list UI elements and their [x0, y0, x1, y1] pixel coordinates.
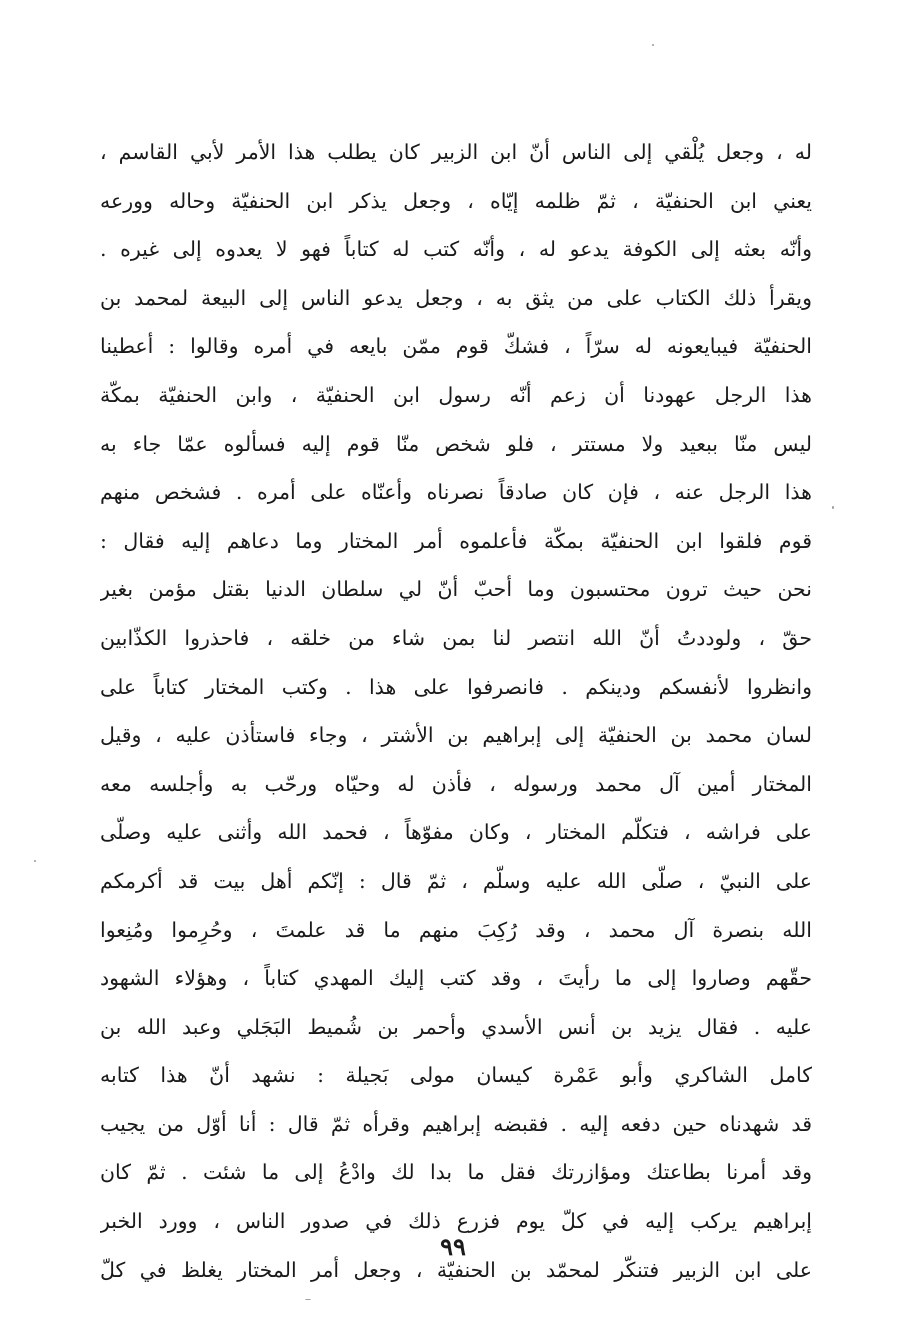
text-line: إبراهيم يركب إليه في كلّ يوم فزرع ذلك في صدور الناس ، وورد الخبر	[100, 1209, 812, 1234]
text-line: لسان محمد بن الحنفيّة إلى إبراهيم بن الأشتر ، وجاء فاستأذن عليه ، وقيل	[100, 723, 812, 748]
text-line: كامل الشاكري وأبو عَمْرة كيسان مولى بَجيلة : نشهد أنّ هذا كتابه	[100, 1063, 812, 1088]
text-line: قد شهدناه حين دفعه إليه . فقبضه إبراهيم وقرأه ثمّ قال : أنا أوّل من يجيب	[100, 1111, 812, 1136]
body-text	[100, 128, 812, 1294]
text-line: وأنّه بعثه إلى الكوفة يدعو له ، وأنّه كتب له كتاباً فهو لا يعدوه إلى غيره .	[100, 237, 812, 262]
text-line: ويقرأ ذلك الكتاب على من يثق به ، وجعل يدعو الناس إلى البيعة لمحمد بن	[100, 285, 812, 310]
text-line: ليس منّا ببعيد ولا مستتر ، فلو شخص منّا قوم إليه فسألوه عمّا جاء به	[100, 431, 812, 456]
text-line: حقّ ، ولوددتُ أنّ الله انتصر لنا بمن شاء من خلقه ، فاحذروا الكذّابين	[100, 625, 812, 650]
text-line: الحنفيّة فيبايعونه له سرّاً ، فشكّ قوم ممّن بايعه في أمره وقالوا : أعطينا	[100, 334, 812, 359]
text-line: حقّهم وصاروا إلى ما رأيتَ ، وقد كتب إليك المهدي كتاباً ، وهؤلاء الشهود	[100, 966, 812, 991]
text-line: على النبيّ ، صلّى الله عليه وسلّم ، ثمّ قال : إنّكم أهل بيت قد أكرمكم	[100, 868, 812, 893]
text-line: وقد أمرنا بطاعتك ومؤازرتك فقل ما بدا لك وادْعُ إلى ما شئت . ثمّ كان	[100, 1160, 812, 1185]
page-number: ٩٩	[440, 1232, 466, 1261]
text-line: الله بنصرة آل محمد ، وقد رُكِبَ منهم ما قد علمتَ ، وحُرِموا ومُنِعوا	[100, 917, 812, 942]
paper-speck	[652, 44, 654, 46]
text-line: هذا الرجل عنه ، فإن كان صادقاً نصرناه وأعنّاه على أمره . فشخص منهم	[100, 480, 812, 505]
text-line: هذا الرجل عهودنا أن زعم أنّه رسول ابن الحنفيّة ، وابن الحنفيّة بمكّة	[100, 382, 812, 407]
text-line: له ، وجعل يُلْقي إلى الناس أنّ ابن الزبير كان يطلب هذا الأمر لأبي القاسم ،	[100, 140, 812, 164]
text-line: يعني ابن الحنفيّة ، ثمّ ظلمه إيّاه ، وجعل يذكر ابن الحنفيّة وحاله وورعه	[100, 188, 812, 213]
text-line: المختار أمين آل محمد ورسوله ، فأذن له وحيّاه ورحّب به وأجلسه معه	[100, 771, 812, 796]
paper-speck	[305, 1299, 311, 1300]
text-line: على ابن الزبير فتنكّر لمحمّد بن الحنفيّة ، وجعل أمر المختار يغلظ في كلّ	[100, 1257, 812, 1282]
text-line: عليه . فقال يزيد بن أنس الأسدي وأحمر بن شُميط البَجَلي وعبد الله بن	[100, 1014, 812, 1039]
text-line: على فراشه ، فتكلّم المختار ، وكان مفوّهاً ، فحمد الله وأثنى عليه وصلّى	[100, 820, 812, 845]
paper-speck	[34, 860, 36, 862]
text-line: قوم فلقوا ابن الحنفيّة بمكّة فأعلموه أمر المختار وما دعاهم إليه فقال :	[100, 528, 812, 553]
text-line: نحن حيث ترون محتسبون وما أحبّ أنّ لي سلطان الدنيا بقتل مؤمن بغير	[100, 577, 812, 602]
text-line: وانظروا لأنفسكم ودينكم . فانصرفوا على هذا . وكتب المختار كتاباً على	[100, 674, 812, 699]
paper-speck	[832, 506, 834, 509]
